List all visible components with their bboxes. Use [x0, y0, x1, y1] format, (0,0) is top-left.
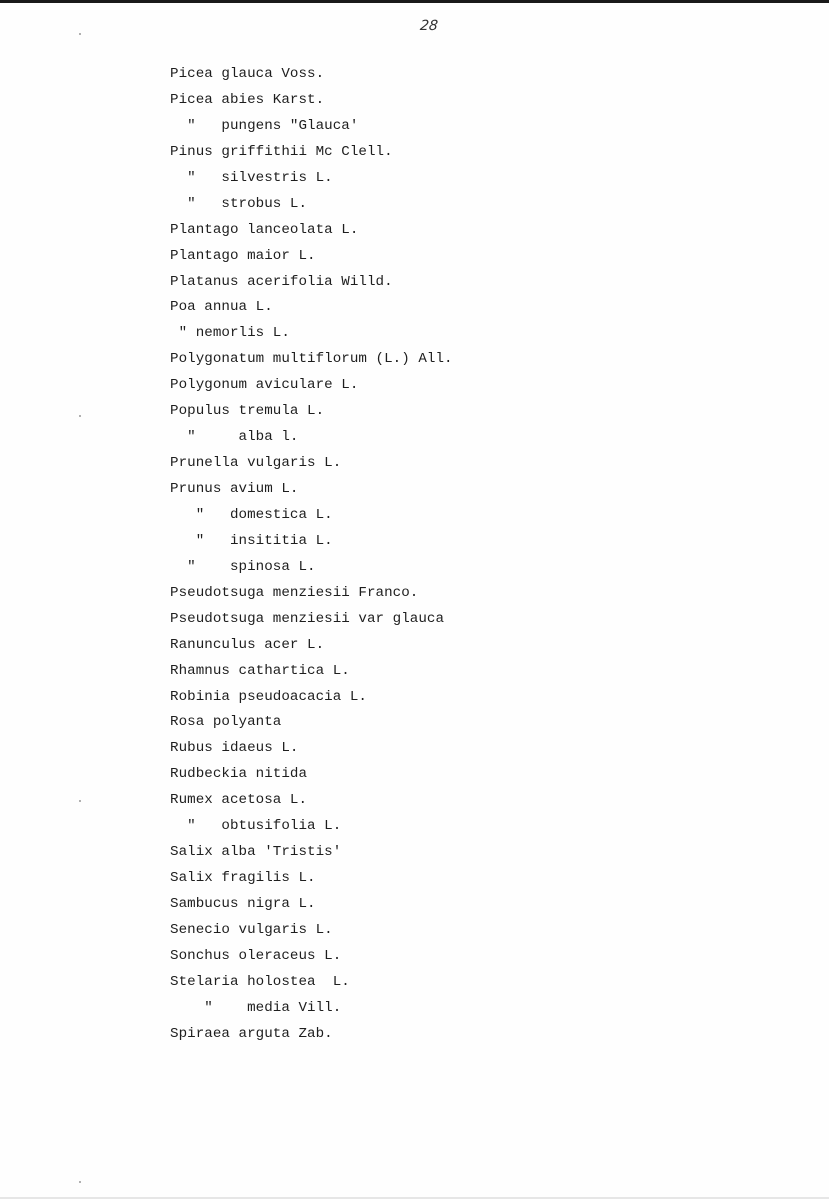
species-entry: " spinosa L.: [170, 558, 316, 575]
species-entry: Robinia pseudoacacia L.: [170, 688, 367, 705]
species-entry: Plantago lanceolata L.: [170, 221, 359, 238]
species-entry: Sambucus nigra L.: [170, 896, 316, 912]
species-entry: " pungens "Glauca': [170, 117, 359, 134]
species-entry: Rubus idaeus L.: [170, 740, 299, 757]
species-entry: Rhamnus cathartica L.: [170, 662, 350, 679]
scan-top-edge: [0, 0, 829, 3]
species-entry: Spiraea arguta Zab.: [170, 1025, 333, 1042]
page-number: 28: [419, 18, 439, 34]
species-entry: Rudbeckia nitida: [170, 766, 308, 783]
species-entry: Prunus avium L.: [170, 481, 299, 497]
species-entry: Pseudotsuga menziesii Franco.: [170, 584, 419, 601]
species-entry: Poa annua L.: [170, 299, 273, 316]
species-entry: " media Vill.: [170, 999, 342, 1016]
species-entry: Prunella vulgaris L.: [170, 455, 342, 472]
species-entry: " insititia L.: [170, 532, 333, 549]
species-entry: Pseudotsuga menziesii var glauca: [170, 610, 445, 627]
species-entry: " silvestris L.: [170, 169, 333, 186]
species-entry: Polygonatum multiflorum (L.) All.: [170, 351, 453, 368]
species-entry: Salix fragilis L.: [170, 870, 316, 887]
species-entry: Rosa polyanta: [170, 714, 282, 731]
punch-mark: [79, 800, 81, 802]
species-entry: Picea glauca Voss.: [170, 66, 325, 82]
species-entry: Pinus griffithii Mc Clell.: [170, 143, 393, 160]
punch-mark: [79, 415, 81, 417]
species-entry: " obtusifolia L.: [170, 818, 342, 835]
species-entry: Plantago maior L.: [170, 247, 316, 264]
species-list: [170, 62, 453, 1048]
species-entry: Rumex acetosa L.: [170, 792, 308, 809]
punch-mark: [79, 1181, 81, 1183]
species-entry: " strobus L.: [170, 195, 308, 212]
species-entry: Sonchus oleraceus L.: [170, 947, 342, 964]
species-entry: Senecio vulgaris L.: [170, 921, 333, 938]
species-entry: Picea abies Karst.: [170, 91, 325, 108]
species-entry: Polygonum aviculare L.: [170, 377, 359, 394]
species-entry: Ranunculus acer L.: [170, 636, 325, 653]
species-entry: Platanus acerifolia Willd.: [170, 273, 393, 290]
species-entry: Salix alba 'Tristis': [170, 844, 342, 861]
species-entry: Stelaria holostea L.: [170, 973, 350, 990]
species-entry: " domestica L.: [170, 506, 333, 523]
species-entry: Populus tremula L.: [170, 403, 325, 420]
species-entry: " alba l.: [170, 429, 299, 446]
species-entry: " nemorlis L.: [170, 325, 290, 342]
punch-mark: [79, 33, 81, 35]
